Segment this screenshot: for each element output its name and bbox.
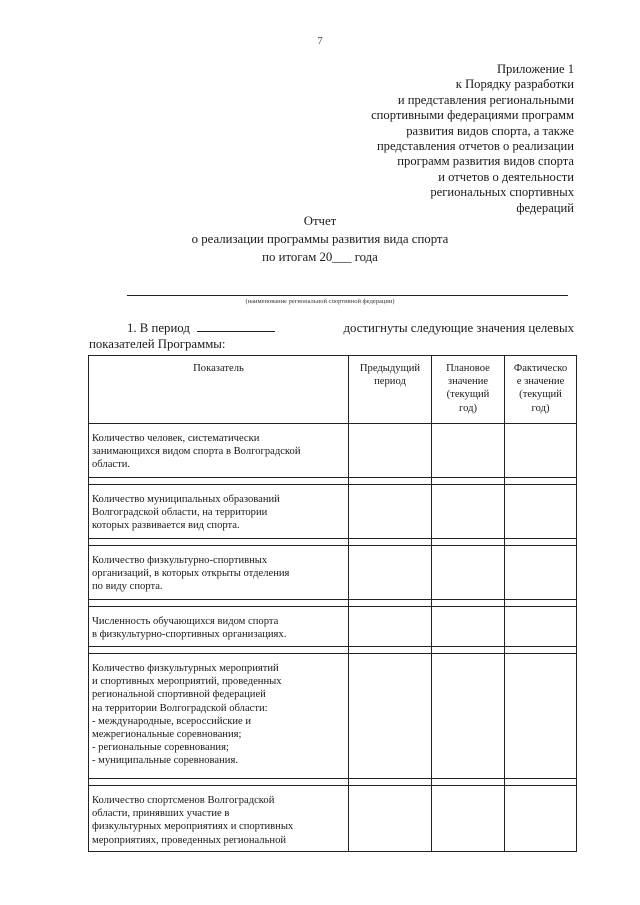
header-planned-value: Плановое значение (текущий год) — [432, 356, 505, 424]
indicator-cell: Количество спортсменов Волгоградской области, принявших участие в физкультурных мероприятиях и спортивных мероприятиях, проведенных региональной — [89, 786, 349, 852]
actual-value-cell[interactable] — [505, 654, 577, 779]
table-row — [89, 654, 577, 779]
appendix-heading — [274, 62, 574, 216]
indicator-cell: Количество человек, систематически занимающихся видом спорта в Волгоградской области. — [89, 424, 349, 478]
previous-value-cell[interactable] — [349, 786, 432, 852]
previous-value-cell[interactable] — [349, 424, 432, 478]
planned-value-cell[interactable] — [432, 424, 505, 478]
row-separator — [89, 779, 577, 786]
planned-value-cell[interactable] — [432, 546, 505, 600]
indicator-cell: Количество физкультурных мероприятий и спортивных мероприятий, проведенных региональной спортивной федерацией на территории Волгоградской области: - международные, всероссийские и межрегиональные соревнования; - региональные соревнования; - муниципальные соревнования. — [89, 654, 349, 779]
federation-name-line — [127, 295, 568, 296]
indicator-cell: Количество физкультурно-спортивных организаций, в которых открыты отделения по виду спорта. — [89, 546, 349, 600]
intro-line2: показателей Программы: — [89, 336, 226, 351]
table-header-row — [89, 356, 577, 424]
appendix-line: программ развития видов спорта — [397, 154, 574, 169]
planned-value-cell[interactable] — [432, 786, 505, 852]
appendix-line: развития видов спорта, а также — [406, 123, 574, 138]
actual-value-cell[interactable] — [505, 424, 577, 478]
header-previous-period: Предыдущий период — [349, 356, 432, 424]
appendix-line: и представления региональными — [397, 92, 574, 107]
appendix-line: федераций — [516, 200, 574, 215]
report-title: Отчет — [303, 214, 337, 228]
previous-value-cell[interactable] — [349, 485, 432, 539]
report-title-block — [0, 212, 640, 266]
row-separator — [89, 647, 577, 654]
table-row — [89, 786, 577, 852]
intro-part2: достигнуты следующие значения целевых — [343, 321, 574, 335]
planned-value-cell[interactable] — [432, 607, 505, 647]
actual-value-cell[interactable] — [505, 485, 577, 539]
period-blank — [197, 321, 275, 332]
indicator-cell: Количество муниципальных образований Волгоградской области, на территории которых развивается вид спорта. — [89, 485, 349, 539]
table-row — [89, 546, 577, 600]
appendix-line: к Порядку разработки — [455, 77, 574, 92]
table-row — [89, 485, 577, 539]
appendix-line: региональных спортивных — [430, 185, 574, 200]
federation-caption: (наименование региональной спортивной федерации) — [245, 298, 395, 305]
appendix-line: Приложение 1 — [496, 62, 574, 76]
report-period: по итогам 20___ года — [262, 250, 378, 264]
appendix-line: представления отчетов о реализации — [376, 139, 574, 154]
indicator-cell: Численность обучающихся видом спорта в физкультурно-спортивных организациях. — [89, 607, 349, 647]
header-indicator: Показатель — [89, 356, 349, 424]
actual-value-cell[interactable] — [505, 546, 577, 600]
intro-part1: 1. В период — [127, 321, 190, 335]
indicators-table — [88, 355, 577, 852]
previous-value-cell[interactable] — [349, 654, 432, 779]
previous-value-cell[interactable] — [349, 546, 432, 600]
page-number: 7 — [317, 35, 323, 47]
actual-value-cell[interactable] — [505, 607, 577, 647]
row-separator — [89, 600, 577, 607]
table-row — [89, 607, 577, 647]
appendix-line: и отчетов о деятельности — [438, 169, 574, 184]
previous-value-cell[interactable] — [349, 607, 432, 647]
actual-value-cell[interactable] — [505, 786, 577, 852]
header-actual-value: Фактическо е значение (текущий год) — [505, 356, 577, 424]
table-row — [89, 424, 577, 478]
planned-value-cell[interactable] — [432, 654, 505, 779]
report-subtitle: о реализации программы развития вида спорта — [191, 232, 449, 246]
appendix-line: спортивными федерациями программ — [371, 108, 574, 123]
row-separator — [89, 478, 577, 485]
row-separator — [89, 539, 577, 546]
intro-paragraph — [89, 321, 574, 352]
planned-value-cell[interactable] — [432, 485, 505, 539]
